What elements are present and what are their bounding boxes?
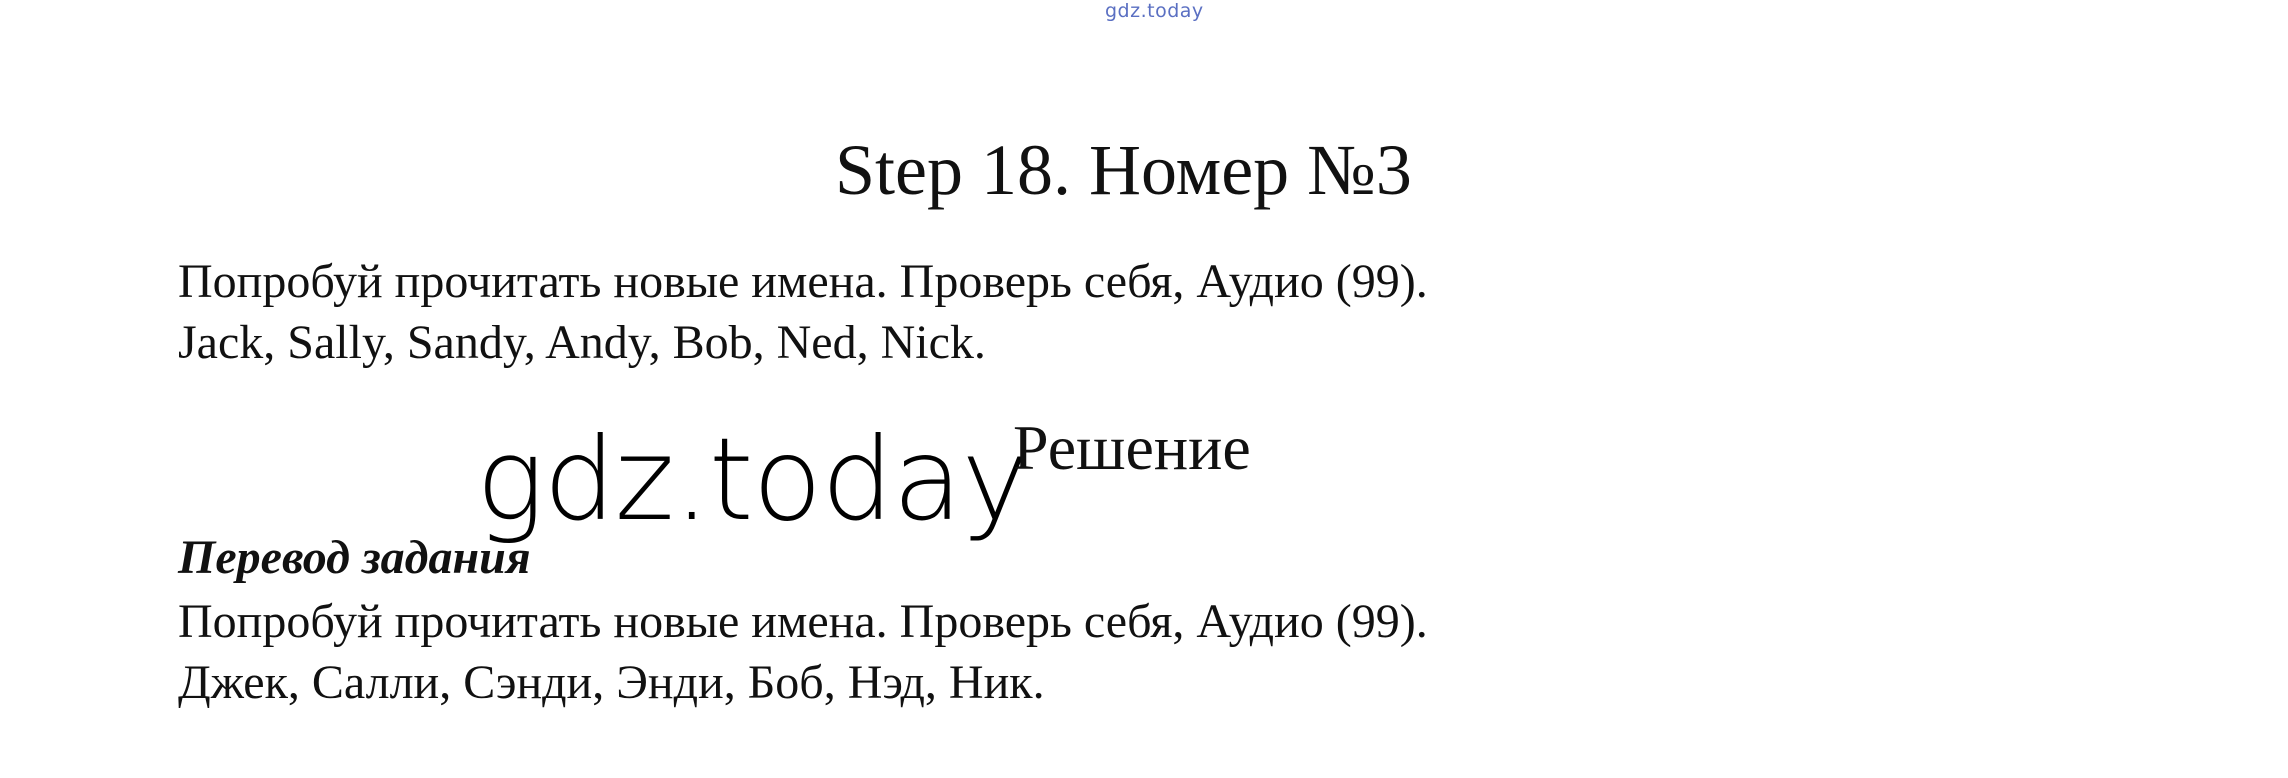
top-watermark: gdz.today [1105,0,1204,22]
translation-instruction: Попробуй прочитать новые имена. Проверь себя, Аудио (99). [178,595,1428,648]
page-title: Step 18. Номер №3 [835,130,1412,210]
translation-names: Джек, Салли, Сэнди, Энди, Боб, Нэд, Ник. [178,656,1045,709]
translation-heading: Перевод задания [178,531,531,584]
solution-heading: Решение [1013,412,1251,483]
site-watermark: gdz.today [476,413,1028,546]
task-names: Jack, Sally, Sandy, Andy, Bob, Ned, Nick. [178,316,986,369]
task-instruction: Попробуй прочитать новые имена. Проверь себя, Аудио (99). [178,255,1428,308]
